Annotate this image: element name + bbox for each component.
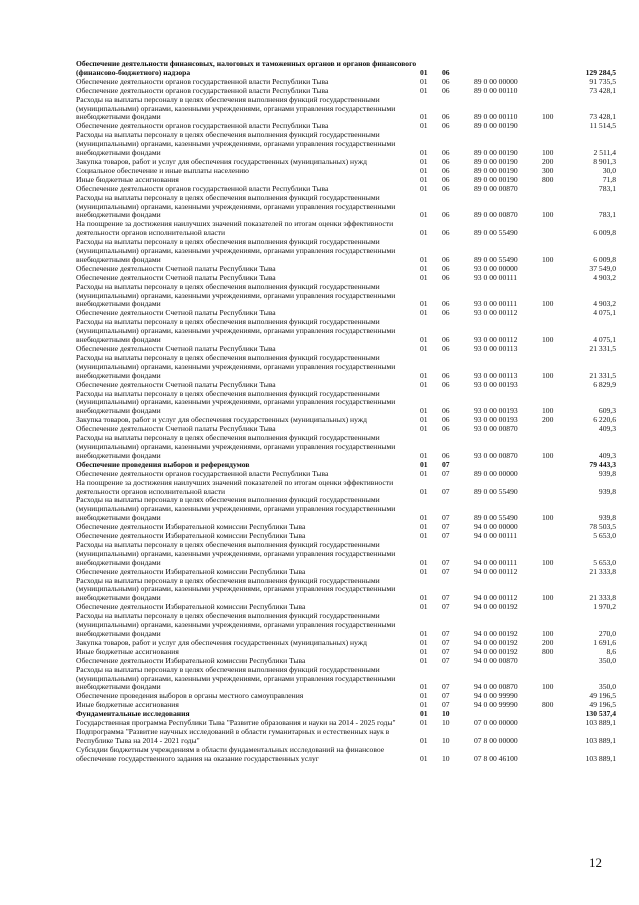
cell-sum: 350,0 [598,682,616,692]
cell-csr: 07 0 00 00000 [474,718,518,728]
cell-pr: 06 [442,299,450,309]
cell-pr: 10 [442,718,450,728]
cell-pr: 06 [442,148,450,158]
cell-pr: 07 [442,459,450,469]
table-row [76,577,616,604]
table-row [76,496,616,523]
cell-name: Расходы на выплаты персоналу в целях обеспечения выполнения функций государственными (муниципальными) органами, казенными учреждениями, органами управления государственными внебюджетными фондами [76,539,396,567]
cell-name: Расходы на выплаты персоналу в целях обеспечения выполнения функций государственными (муниципальными) органами, казенными учреждениями, органами управления государственными внебюджетными фондами [76,94,396,122]
cell-csr [474,60,542,78]
cell-vr: 100 [542,112,554,122]
cell-name: Обеспечение деятельности органов государственной власти Республики Тыва [76,121,329,131]
cell-csr: 93 0 00 00870 [474,450,518,460]
cell-rz: 01 [420,156,428,166]
cell-rz: 01 [420,148,428,158]
cell-name: Обеспечение деятельности органов государственной власти Республики Тыва [76,468,329,478]
cell-name: Иные бюджетные ассигнования [76,174,179,184]
cell-name: Подпрограмма "Развитие научных исследований в области гуманитарных и естественных наук в Республике Тыва на 2014 - 2021 годы" [76,726,390,745]
cell-sum: 350,0 [598,655,616,665]
cell-name: Обеспечение деятельности Счетной палаты Республики Тыва [76,272,276,282]
cell-vr: 100 [542,513,554,523]
cell-vr [542,78,568,87]
cell-csr: 93 0 00 00113 [474,344,518,353]
cell-rz: 01 [420,629,428,638]
cell-csr: 89 0 00 55490 [474,486,518,496]
cell-pr: 06 [442,156,450,166]
cell-sum: 5 653,0 [593,531,616,541]
budget-page [76,60,616,764]
cell-name: Расходы на выплаты персоналу в целях обеспечения выполнения функций государственными (муниципальными) органами, казенными учреждениями, органами управления государственными внебюджетными фондами [76,237,396,264]
cell-csr: 94 0 00 00000 [474,522,518,532]
cell-vr: 100 [542,682,554,692]
cell-rz: 01 [420,263,428,273]
table-row [76,283,616,310]
cell-csr: 94 0 00 00111 [474,531,518,541]
cell-sum: 103 889,1 [585,718,616,728]
cell-name: Расходы на выплаты персоналу в целях обеспечения выполнения функций государственными (муниципальными) органами, казенными учреждениями, органами управления государственными внебюджетными фондами [76,317,396,345]
cell-sum: 4 903,2 [593,272,616,282]
cell-pr: 07 [442,629,450,638]
cell-vr [542,60,568,78]
cell-rz: 01 [420,468,428,478]
cell-vr [542,657,568,666]
cell-vr [542,122,568,131]
cell-vr [542,470,568,479]
cell-csr: 93 0 00 00193 [474,415,518,425]
cell-pr: 07 [442,655,450,665]
cell-name: Обеспечение деятельности органов государственной власти Республики Тыва [76,183,329,193]
cell-pr: 06 [442,370,450,380]
cell-csr: 94 0 00 00870 [474,682,518,692]
cell-rz: 01 [420,450,428,460]
cell-csr: 94 0 00 00112 [474,593,518,603]
cell-csr: 93 0 00 00870 [474,424,518,434]
cell-name: На поощрение за достижения наилучших значений показателей по итогам оценки эффективности деятельности органов исполнительной власти [76,477,394,496]
table-row [76,96,616,123]
cell-name: На поощрение за достижения наилучших значений показателей по итогам оценки эффективности деятельности органов исполнительной власти [76,219,394,238]
cell-rz: 01 [420,531,428,541]
page-number: 12 [589,855,602,870]
cell-rz: 01 [420,424,428,434]
cell-csr: 93 0 00 00000 [474,263,518,273]
cell-rz: 01 [420,682,428,692]
table-row [76,194,616,221]
cell-csr: 94 0 00 00192 [474,629,518,638]
cell-rz: 01 [420,210,428,220]
cell-vr: 100 [542,210,554,220]
cell-rz: 01 [420,67,428,77]
cell-csr: 93 0 00 00111 [474,272,518,282]
cell-csr: 89 0 00 00000 [474,76,518,86]
table-row [76,612,616,639]
cell-sum: 1 691,6 [593,637,616,647]
cell-vr: 100 [542,335,554,345]
cell-pr: 06 [442,228,450,238]
cell-csr: 94 0 00 00112 [474,566,518,576]
cell-csr: 94 0 00 00870 [474,655,518,665]
cell-name: Социальное обеспечение и иные выплаты населению [76,165,249,175]
cell-rz: 01 [420,522,428,532]
cell-rz: 01 [420,121,428,131]
cell-sum: 30,0 [602,165,616,175]
cell-sum: 609,3 [598,406,616,416]
cell-vr: 100 [542,629,554,638]
cell-sum: 21 331,5 [589,370,616,380]
cell-csr: 89 0 00 00190 [474,121,518,131]
cell-pr: 07 [442,637,450,647]
cell-csr: 94 0 00 00192 [474,646,518,656]
cell-vr: 100 [542,254,554,264]
cell-csr: 93 0 00 00111 [474,299,518,309]
table-row [76,541,616,568]
cell-sum: 783,1 [598,210,616,220]
table-row [76,666,616,693]
cell-rz: 01 [420,254,428,264]
cell-name: Закупка товаров, работ и услуг для обеспечения государственных (муниципальных) нужд [76,637,367,647]
cell-sum: 21 331,5 [589,344,616,353]
cell-sum: 5 653,0 [593,557,616,567]
cell-vr [542,523,568,532]
cell-csr: 07 8 00 00000 [474,735,518,745]
cell-pr: 06 [442,165,450,175]
cell-csr: 89 0 00 00870 [474,210,518,220]
cell-pr: 06 [442,424,450,434]
cell-rz: 01 [420,566,428,576]
cell-pr: 07 [442,531,450,541]
cell-vr: 100 [542,299,554,309]
cell-rz: 01 [420,228,428,238]
cell-pr: 06 [442,254,450,264]
table-row [76,479,616,497]
cell-rz: 01 [420,486,428,496]
cell-name: Расходы на выплаты персоналу в целях обеспечения выполнения функций государственными (муниципальными) органами, казенными учреждениями, органами управления государственными внебюджетными фондами [76,433,396,460]
cell-csr: 89 0 00 00110 [474,85,518,95]
cell-rz: 01 [420,735,428,745]
table-row [76,390,616,417]
cell-name: Расходы на выплаты персоналу в целях обеспечения выполнения функций государственными (муниципальными) органами, казенными учреждениями, органами управления государственными внебюджетными фондами [76,352,396,380]
cell-vr [542,461,568,470]
cell-pr: 07 [442,646,450,656]
cell-pr: 06 [442,335,450,345]
cell-vr [542,265,568,274]
cell-vr: 800 [542,174,554,184]
cell-pr: 07 [442,557,450,567]
cell-vr: 100 [542,450,554,460]
cell-csr: 89 0 00 55490 [474,513,518,523]
cell-sum: 49 196,5 [589,700,616,710]
cell-rz: 01 [420,308,428,318]
cell-csr: 94 0 00 00192 [474,637,518,647]
cell-sum: 129 284,5 [585,67,616,77]
cell-pr: 06 [442,174,450,184]
cell-rz: 01 [420,513,428,523]
cell-pr: 07 [442,486,450,496]
cell-rz: 01 [420,165,428,175]
cell-sum: 939,8 [598,486,616,496]
cell-pr: 07 [442,566,450,576]
cell-pr: 07 [442,468,450,478]
cell-sum: 6 220,6 [593,415,616,425]
cell-name: Закупка товаров, работ и услуг для обеспечения государственных (муниципальных) нужд [76,156,367,166]
cell-csr: 89 0 00 00190 [474,148,518,158]
cell-rz: 01 [420,76,428,86]
cell-rz: 01 [420,344,428,353]
cell-vr [542,309,568,318]
cell-rz: 01 [420,406,428,416]
cell-rz: 01 [420,112,428,122]
cell-sum: 409,3 [598,424,616,434]
cell-sum: 4 075,1 [593,308,616,318]
cell-pr: 06 [442,76,450,86]
cell-sum: 6 009,8 [593,254,616,264]
cell-sum: 37 549,0 [589,263,616,273]
table-row [76,131,616,158]
cell-name: Обеспечение деятельности Избирательной комиссии Республики Тыва [76,566,306,576]
table-row [76,318,616,345]
table-row [76,746,616,764]
cell-name: Расходы на выплаты персоналу в целях обеспечения выполнения функций государственными (муниципальными) органами, казенными учреждениями, органами управления государственными внебюджетными фондами [76,575,396,603]
cell-name: Фундаментальные исследования [76,709,190,719]
cell-sum: 73 428,1 [589,112,616,122]
cell-rz: 01 [420,646,428,656]
cell-pr: 06 [442,263,450,273]
cell-vr: 800 [542,700,554,710]
cell-name: Иные бюджетные ассигнования [76,700,179,710]
cell-name: Обеспечение деятельности Счетной палаты Республики Тыва [76,379,276,389]
cell-pr: 07 [442,691,450,701]
cell-rz: 01 [420,718,428,728]
cell-rz: 01 [420,691,428,701]
budget-table [76,60,616,764]
cell-name: Закупка товаров, работ и услуг для обеспечения государственных (муниципальных) нужд [76,415,367,425]
cell-vr [542,274,568,283]
cell-pr: 06 [442,112,450,122]
cell-name: Субсидии бюджетным учреждениям в области фундаментальных исследований на финансовое обеспечение государственного задания на оказание государственных услуг [76,744,385,763]
cell-pr: 06 [442,183,450,193]
budget-table-body [76,60,616,764]
cell-pr: 07 [442,593,450,603]
cell-vr [542,220,568,238]
cell-csr: 89 0 00 00870 [474,183,518,193]
cell-name: Расходы на выплаты персоналу в целях обеспечения выполнения функций государственными (муниципальными) органами, казенными учреждениями, органами управления государственными внебюджетными фондами [76,611,396,638]
cell-pr: 06 [442,272,450,282]
cell-pr: 06 [442,379,450,389]
cell-name: Обеспечение деятельности Избирательной комиссии Республики Тыва [76,531,306,541]
cell-rz: 01 [420,753,428,763]
cell-csr: 93 0 00 00193 [474,379,518,389]
cell-pr: 06 [442,308,450,318]
cell-rz: 01 [420,370,428,380]
cell-name: Обеспечение деятельности органов государственной власти Республики Тыва [76,76,329,86]
cell-name: Обеспечение деятельности органов государственной власти Республики Тыва [76,85,329,95]
cell-name: Расходы на выплаты персоналу в целях обеспечения выполнения функций государственными (муниципальными) органами, казенными учреждениями, органами управления государственными внебюджетными фондами [76,281,396,309]
cell-pr: 06 [442,121,450,131]
cell-pr: 06 [442,344,450,353]
cell-csr: 89 0 00 00190 [474,156,518,166]
cell-pr: 10 [442,735,450,745]
cell-vr: 100 [542,593,554,603]
cell-rz: 01 [420,602,428,612]
cell-rz: 01 [420,655,428,665]
cell-rz: 01 [420,379,428,389]
cell-pr: 06 [442,450,450,460]
table-row [76,60,616,78]
cell-vr [542,185,568,194]
cell-csr: 89 0 00 55490 [474,254,518,264]
cell-name: Расходы на выплаты персоналу в целях обеспечения выполнения функций государственными (муниципальными) органами, казенными учреждениями, органами управления государственными внебюджетными фондами [76,664,396,692]
cell-name: Обеспечение деятельности финансовых, налоговых и таможенных органов и органов финансового (финансово-бюджетного) надзора [76,59,417,77]
cell-vr [542,381,568,390]
cell-sum: 71,8 [602,174,616,184]
cell-name: Расходы на выплаты персоналу в целях обеспечения выполнения функций государственными (муниципальными) органами, казенными учреждениями, органами управления государственными внебюджетными фондами [76,130,396,158]
cell-sum: 939,8 [598,468,616,478]
cell-sum: 6 829,9 [593,379,616,389]
table-row [76,220,616,238]
cell-vr [542,425,568,434]
cell-pr: 07 [442,682,450,692]
cell-rz: 01 [420,557,428,567]
cell-rz: 01 [420,183,428,193]
cell-sum: 783,1 [598,183,616,193]
cell-vr: 100 [542,406,554,416]
cell-sum: 103 889,1 [585,753,616,763]
cell-pr: 07 [442,522,450,532]
cell-vr: 200 [542,415,554,425]
cell-pr: 06 [442,415,450,425]
cell-name: Обеспечение деятельности Счетной палаты Республики Тыва [76,263,276,273]
cell-name: Обеспечение деятельности Счетной палаты Республики Тыва [76,308,276,318]
cell-sum: 73 428,1 [589,85,616,95]
cell-vr [542,746,568,764]
cell-name: Расходы на выплаты персоналу в целях обеспечения выполнения функций государственными (муниципальными) органами, казенными учреждениями, органами управления государственными внебюджетными фондами [76,495,396,523]
cell-csr: 89 0 00 00190 [474,174,518,184]
cell-vr [542,87,568,96]
cell-csr: 94 0 00 00111 [474,557,518,567]
cell-csr: 89 0 00 00190 [474,165,518,175]
cell-vr: 100 [542,148,554,158]
cell-csr: 93 0 00 00113 [474,370,518,380]
cell-name: Обеспечение деятельности Счетной палаты Республики Тыва [76,344,276,353]
cell-vr [542,728,568,746]
cell-sum: 130 537,4 [585,709,616,719]
cell-sum: 4 903,2 [593,299,616,309]
table-row [76,728,616,746]
table-row [76,434,616,461]
cell-name: Обеспечение деятельности Избирательной комиссии Республики Тыва [76,602,306,612]
cell-sum: 103 889,1 [585,735,616,745]
cell-pr: 07 [442,513,450,523]
cell-rz: 01 [420,174,428,184]
cell-vr [542,345,568,354]
cell-vr [542,479,568,497]
cell-vr: 200 [542,637,554,647]
cell-vr: 100 [542,557,554,567]
cell-sum: 79 443,3 [589,459,616,469]
cell-name: Обеспечение деятельности Избирательной комиссии Республики Тыва [76,522,306,532]
cell-vr [542,568,568,577]
cell-csr: 93 0 00 00193 [474,406,518,416]
cell-pr: 06 [442,85,450,95]
cell-sum: 21 333,8 [589,566,616,576]
cell-csr: 07 8 00 46100 [474,753,518,763]
cell-rz: 01 [420,637,428,647]
cell-name: Расходы на выплаты персоналу в целях обеспечения выполнения функций государственными (муниципальными) органами, казенными учреждениями, органами управления государственными внебюджетными фондами [76,388,396,416]
cell-pr: 06 [442,210,450,220]
cell-csr: 89 0 00 00110 [474,112,518,122]
cell-csr: 93 0 00 00112 [474,335,518,345]
cell-sum: 6 009,8 [593,228,616,238]
cell-vr: 300 [542,165,554,175]
cell-vr [542,719,568,728]
cell-sum: 4 075,1 [593,335,616,345]
cell-csr: 89 0 00 55490 [474,228,518,238]
cell-csr: 94 0 00 99990 [474,700,518,710]
cell-rz: 01 [420,335,428,345]
cell-pr: 10 [442,709,450,719]
cell-vr [542,532,568,541]
cell-sum: 8 901,3 [593,156,616,166]
cell-rz: 01 [420,415,428,425]
cell-rz: 01 [420,700,428,710]
cell-vr: 100 [542,370,554,380]
cell-pr: 07 [442,700,450,710]
cell-sum: 1 970,2 [593,602,616,612]
cell-pr: 07 [442,602,450,612]
cell-pr: 06 [442,67,450,77]
cell-rz: 01 [420,85,428,95]
cell-pr: 06 [442,406,450,416]
cell-name: Государственная программа Республики Тыва "Развитие образования и науки на 2014 - 2025 годы" [76,718,396,728]
cell-name: Иные бюджетные ассигнования [76,646,179,656]
cell-sum: 939,8 [598,513,616,523]
cell-csr: 94 0 00 99990 [474,691,518,701]
cell-name: Обеспечение деятельности Избирательной комиссии Республики Тыва [76,655,306,665]
table-row [76,238,616,265]
cell-rz: 01 [420,593,428,603]
cell-rz: 01 [420,709,428,719]
cell-vr: 800 [542,646,554,656]
cell-sum: 91 735,5 [589,76,616,86]
cell-rz: 01 [420,459,428,469]
cell-csr: 93 0 00 00112 [474,308,518,318]
cell-csr: 89 0 00 00000 [474,468,518,478]
cell-sum: 21 333,8 [589,593,616,603]
cell-rz: 01 [420,299,428,309]
cell-sum: 8,6 [606,646,616,656]
cell-sum: 78 503,5 [589,522,616,532]
cell-pr: 10 [442,753,450,763]
cell-sum: 2 511,4 [593,148,616,158]
cell-name: Расходы на выплаты персоналу в целях обеспечения выполнения функций государственными (муниципальными) органами, казенными учреждениями, органами управления государственными внебюджетными фондами [76,192,396,220]
cell-csr: 94 0 00 00192 [474,602,518,612]
cell-rz: 01 [420,272,428,282]
cell-vr [542,710,568,719]
cell-name: Обеспечение проведения выборов и референдумов [76,459,250,469]
cell-sum: 409,3 [598,450,616,460]
cell-sum: 49 196,5 [589,691,616,701]
cell-sum: 270,0 [598,629,616,638]
cell-vr [542,603,568,612]
cell-vr: 200 [542,156,554,166]
table-row [76,354,616,381]
cell-sum: 11 514,5 [589,121,616,131]
cell-name: Обеспечение проведения выборов в органы местного самоуправления [76,691,304,701]
cell-name: Обеспечение деятельности Счетной палаты Республики Тыва [76,424,276,434]
